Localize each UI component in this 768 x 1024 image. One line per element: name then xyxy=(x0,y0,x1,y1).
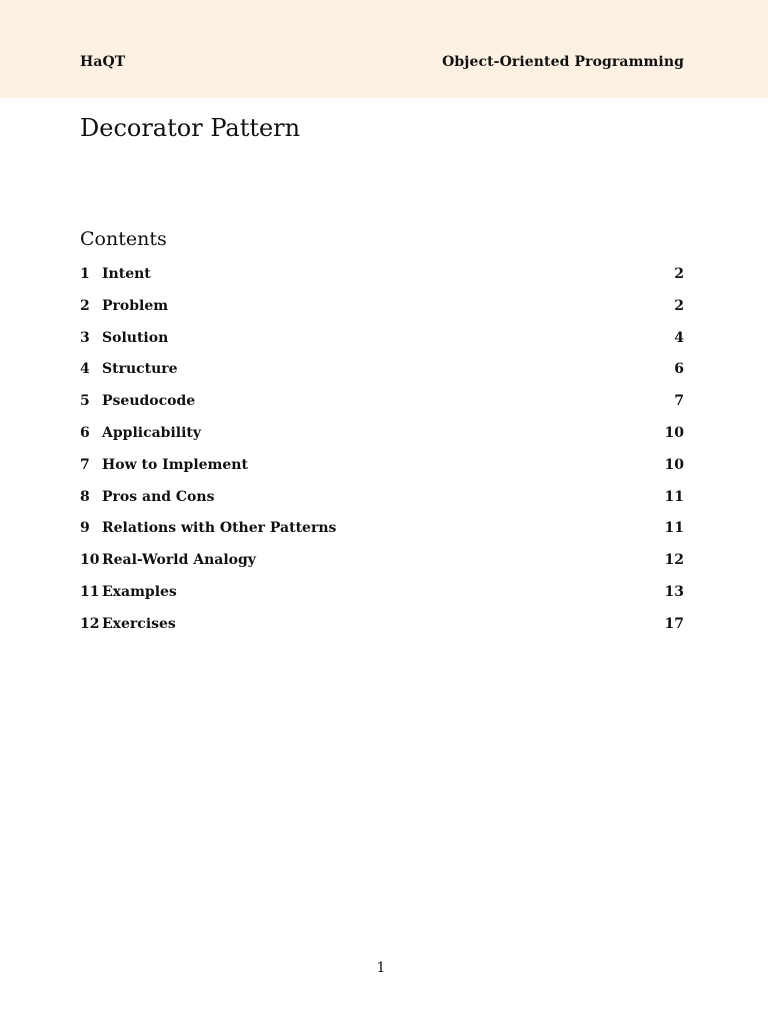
toc-section-title: Pseudocode xyxy=(102,393,196,410)
toc-page-number: 7 xyxy=(674,393,684,410)
toc-page-number: 10 xyxy=(664,456,684,473)
toc-section-number: 1 xyxy=(80,266,90,282)
contents-heading: Contents xyxy=(80,228,167,250)
toc-section-number: 3 xyxy=(80,329,90,346)
toc-section-number: 9 xyxy=(80,520,90,537)
toc-section-title: Pros and Cons xyxy=(102,488,215,505)
header-author: HaQT xyxy=(80,54,126,70)
toc-entry-structure[interactable] xyxy=(80,357,684,389)
header-course-title: Object-Oriented Programming xyxy=(442,54,684,70)
toc-page-number: 10 xyxy=(664,424,684,441)
toc-section-number: 2 xyxy=(80,297,90,314)
toc-entry-exercises[interactable] xyxy=(80,612,684,644)
footer-page-number: 1 xyxy=(376,960,386,976)
toc-section-title: Problem xyxy=(102,297,169,314)
toc-entry-how-to-implement[interactable] xyxy=(80,453,684,485)
toc-entry-intent[interactable] xyxy=(80,262,684,294)
toc-section-title: Solution xyxy=(102,329,169,346)
toc-section-number: 8 xyxy=(80,488,90,505)
toc-section-number: 6 xyxy=(80,424,90,441)
toc-page-number: 11 xyxy=(664,520,684,537)
toc-page-number: 11 xyxy=(664,488,684,505)
toc-page-number: 13 xyxy=(664,583,684,600)
toc-entry-applicability[interactable] xyxy=(80,421,684,453)
toc-section-number: 4 xyxy=(80,361,90,378)
toc-section-title: Applicability xyxy=(102,424,202,441)
toc-page-number: 17 xyxy=(664,615,684,632)
toc-section-number: 10 xyxy=(80,552,100,569)
toc-page-number: 2 xyxy=(674,297,684,314)
toc-entry-relations-with-other-patterns[interactable] xyxy=(80,516,684,548)
toc-entry-pseudocode[interactable] xyxy=(80,389,684,421)
table-of-contents xyxy=(80,262,684,644)
toc-section-number: 12 xyxy=(80,615,100,632)
toc-section-title: Exercises xyxy=(102,615,176,632)
toc-page-number: 2 xyxy=(674,266,684,282)
toc-section-number: 11 xyxy=(80,583,100,600)
document-title: Decorator Pattern xyxy=(80,114,301,142)
toc-section-title: Intent xyxy=(102,266,151,282)
toc-page-number: 6 xyxy=(674,361,684,378)
toc-section-title: Examples xyxy=(102,583,177,600)
toc-page-number: 12 xyxy=(664,552,684,569)
page-header xyxy=(0,0,768,98)
toc-section-title: How to Implement xyxy=(102,456,248,473)
toc-page-number: 4 xyxy=(674,329,684,346)
toc-section-title: Real-World Analogy xyxy=(102,552,256,569)
toc-section-number: 7 xyxy=(80,456,90,473)
toc-entry-real-world-analogy[interactable] xyxy=(80,548,684,580)
toc-entry-problem[interactable] xyxy=(80,294,684,326)
toc-section-title: Structure xyxy=(102,361,178,378)
toc-section-title: Relations with Other Patterns xyxy=(102,520,337,537)
toc-entry-pros-and-cons[interactable] xyxy=(80,485,684,517)
toc-section-number: 5 xyxy=(80,393,90,410)
toc-entry-examples[interactable] xyxy=(80,580,684,612)
toc-entry-solution[interactable] xyxy=(80,326,684,358)
